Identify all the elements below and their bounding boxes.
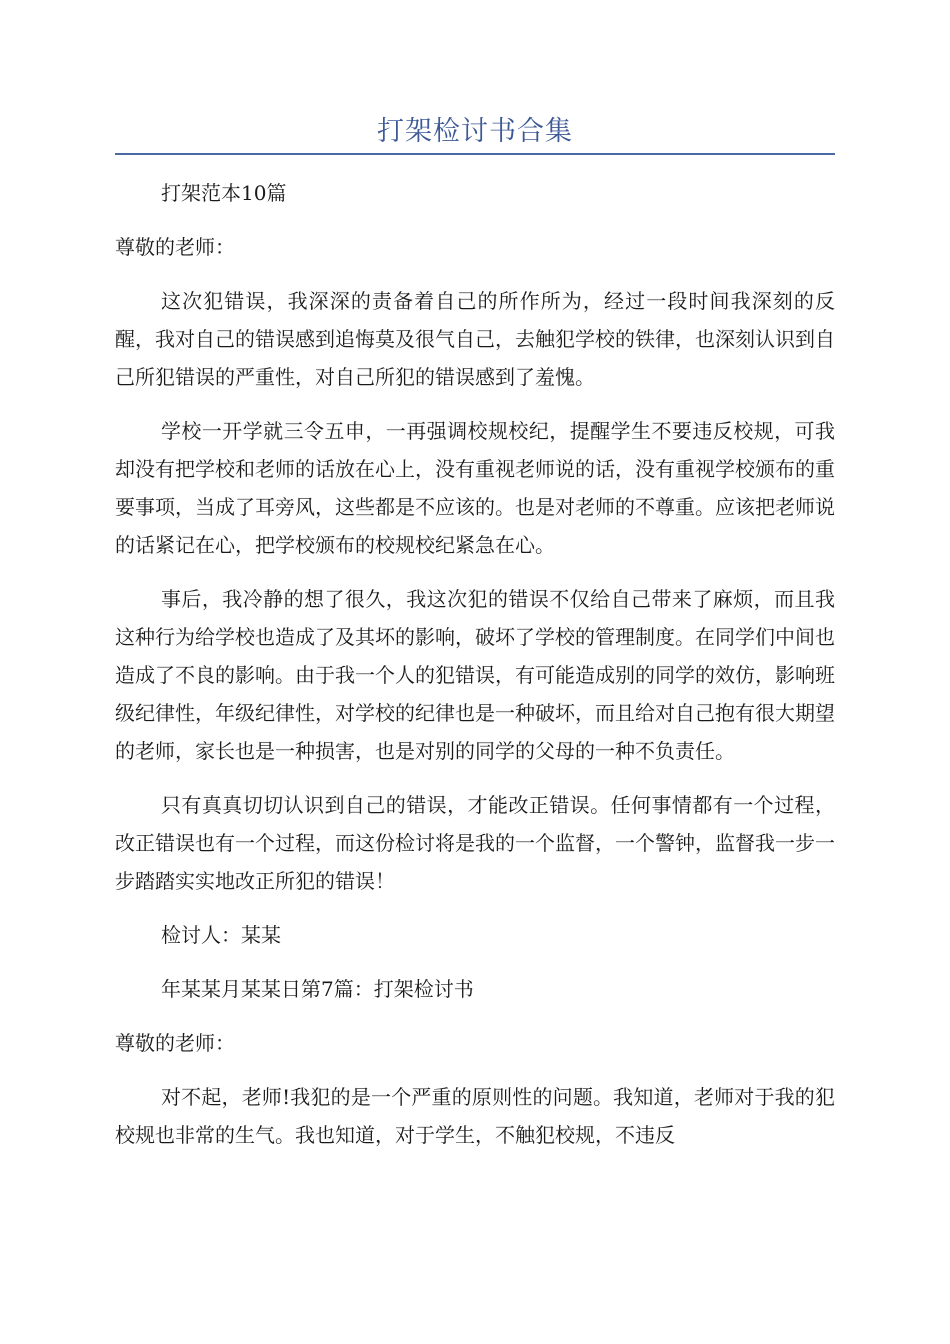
body-paragraph: 学校一开学就三令五申，一再强调校规校纪，提醒学生不要违反校规，可我却没有把学校和老师的话放在心上，没有重视老师说的话，没有重视学校颁布的重要事项，当成了耳旁风，这些都是不应该的。也是对老师的不尊重。应该把老师说的话紧记在心，把学校颁布的校规校纪紧急在心。 <box>115 419 835 557</box>
salutation: 尊敬的老师： <box>115 235 235 259</box>
title-underline <box>115 153 835 155</box>
body-paragraph: 对不起，老师!我犯的是一个严重的原则性的问题。我知道，老师对于我的犯校规也非常的生气。我也知道，对于学生，不触犯校规，不违反 <box>115 1085 835 1147</box>
salutation: 尊敬的老师： <box>115 1031 235 1055</box>
document-body <box>115 174 835 1154</box>
body-paragraph: 只有真真切切认识到自己的错误，才能改正错误。任何事情都有一个过程，改正错误也有一个过程，而这份检讨将是我的一个监督，一个警钟，监督我一步一步踏踏实实地改正所犯的错误！ <box>115 793 835 893</box>
body-paragraph: 这次犯错误，我深深的责备着自己的所作所为，经过一段时间我深刻的反醒，我对自己的错误感到追悔莫及很气自己，去触犯学校的铁律，也深刻认识到自己所犯错误的严重性，对自己所犯的错误感到了羞愧。 <box>115 289 835 389</box>
subtitle-paragraph: 打架范本10篇 <box>161 181 287 205</box>
date-and-section-heading: 年某某月某某日第7篇：打架检讨书 <box>161 977 474 1001</box>
signature-line: 检讨人：某某 <box>161 923 281 947</box>
document-title: 打架检讨书合集 <box>377 116 573 147</box>
body-paragraph: 事后，我冷静的想了很久，我这次犯的错误不仅给自己带来了麻烦，而且我这种行为给学校也造成了及其坏的影响，破坏了学校的管理制度。在同学们中间也造成了不良的影响。由于我一个人的犯错误，有可能造成别的同学的效仿，影响班级纪律性，年级纪律性，对学校的纪律也是一种破坏，而且给对自己抱有很大期望的老师，家长也是一种损害，也是对别的同学的父母的一种不负责任。 <box>115 587 835 763</box>
